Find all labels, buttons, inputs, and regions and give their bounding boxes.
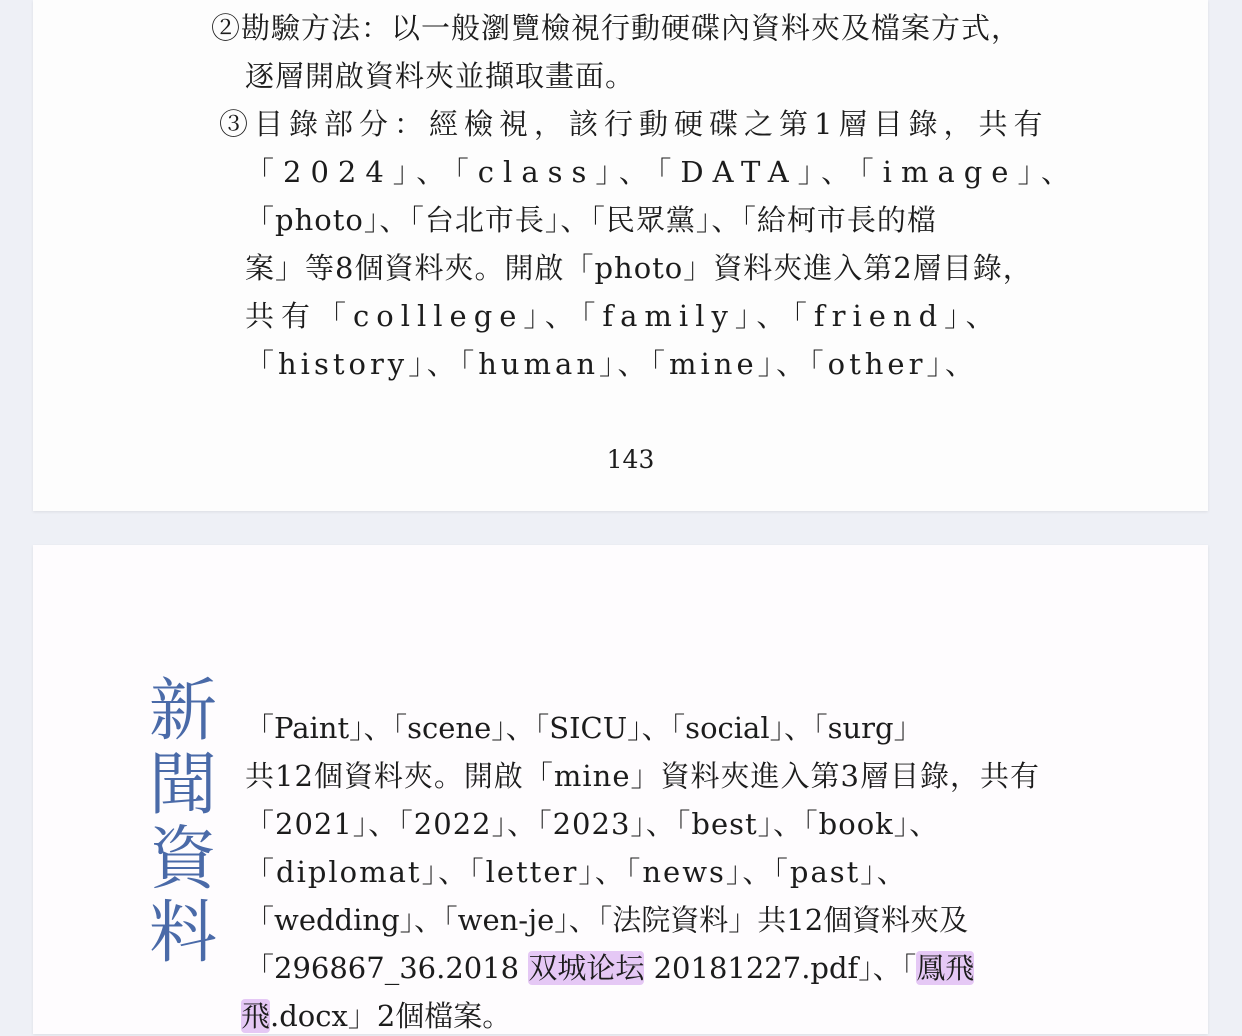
highlight-mark: 鳳飛 [916, 951, 975, 985]
text-line: 逐層開啟資料夾並擷取畫面。 [245, 59, 636, 93]
text-line: 共有「colllege」、「family」、「friend」、 [245, 299, 1002, 333]
text-line: 共12個資料夾。開啟「mine」資料夾進入第3層目錄，共有 [245, 759, 1040, 793]
text-line: 「2021」、「2022」、「2023」、「best」、「book」、 [245, 807, 940, 841]
text-line: 「Paint」、「scene」、「SICU」、「social」、「surg」 [245, 711, 923, 745]
text-line: 「wedding」、「wen-je」、「法院資料」共12個資料夾及 [245, 903, 969, 937]
text-line: 「history」、「human」、「mine」、「other」、 [245, 347, 978, 381]
text-line: ③目錄部分：經檢視，該行動硬碟之第1層目錄，共有 [219, 107, 1049, 141]
text-line: 「diplomat」、「letter」、「news」、「past」、 [245, 855, 908, 889]
news-material-stamp: 新 聞 資 料 [148, 672, 217, 973]
highlight-mark: 双城论坛 [528, 951, 645, 985]
text-line: 案」等8個資料夾。開啟「photo」資料夾進入第2層目錄， [245, 251, 1033, 285]
text-line: 「296867_36.2018 双城论坛 20181227.pdf」、「鳳飛 [245, 951, 975, 985]
text-line: 飛.docx」2個檔案。 [241, 999, 512, 1033]
text-line: 「photo」、「台北市長」、「民眾黨」、「給柯市長的檔 [245, 203, 937, 237]
text-line: ②勘驗方法：以一般瀏覽檢視行動硬碟內資料夾及檔案方式， [211, 11, 1022, 45]
highlight-mark: 飛 [241, 999, 271, 1033]
document-page-next [33, 545, 1208, 1034]
page-number: 143 [606, 445, 655, 474]
document-page-143 [33, 0, 1208, 511]
text-line: 「2024」、「class」、「DATA」、「image」、 [245, 155, 1079, 189]
